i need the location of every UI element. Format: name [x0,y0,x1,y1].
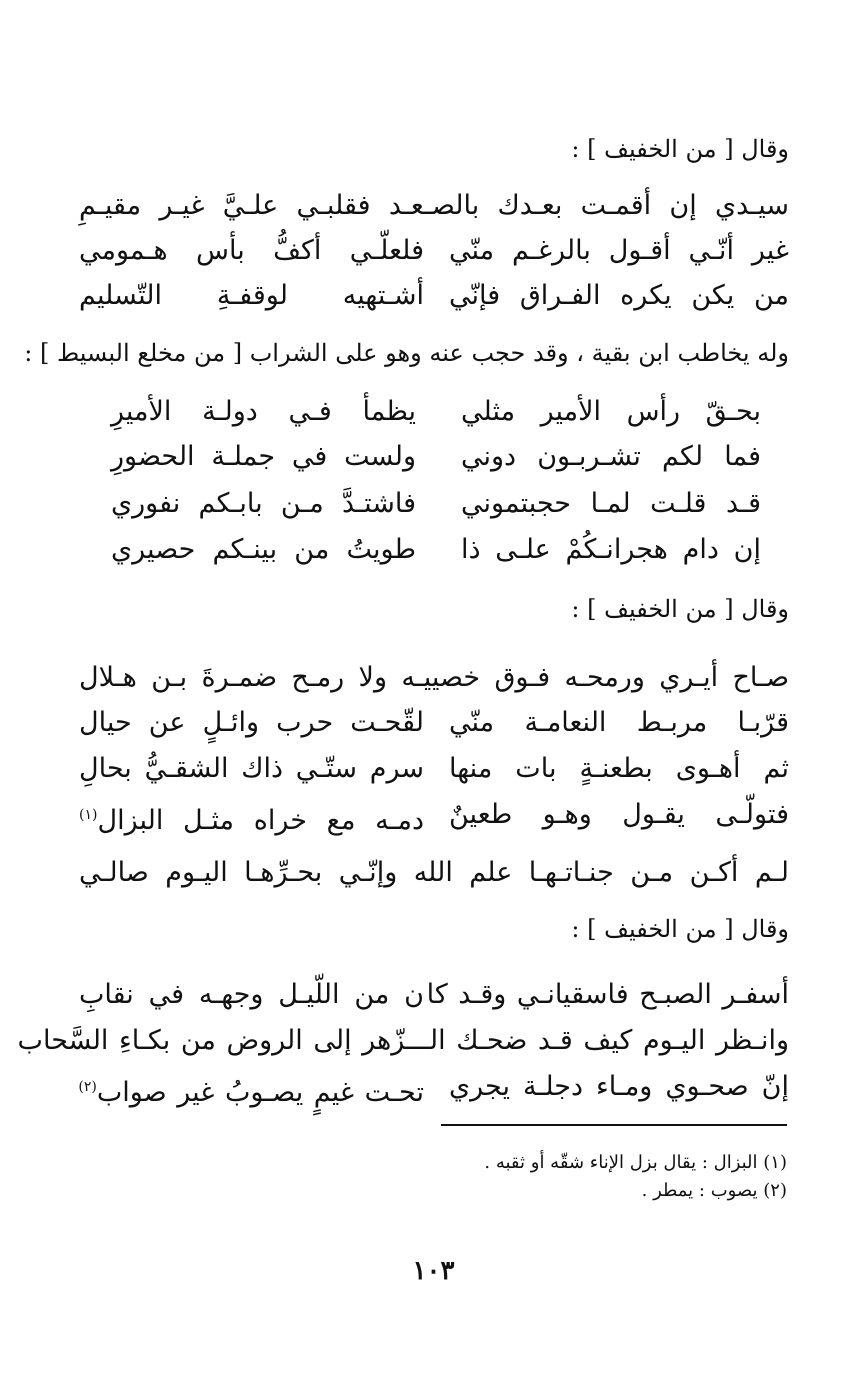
poem1-verse-1: سيـدي إن أقمـت بعـدك بالصـعـد فقلبـي علـيَّ غيـر مقيـمِ [79,190,789,221]
poem3-verse-3-first-hemistich: ثم أهـوى بطعنـةٍ بات منها [449,753,789,784]
footnote-divider [441,1124,787,1126]
poem3-verse-2-first-hemistich: قرّبـا مربـط النعامـة منّي [449,707,789,738]
footnote-2: (٢) يصوب : يمطر . [641,1180,787,1201]
poem4-verse-1-second-hemistich: ن من اللّيـل وجهـه في نقابِ [79,979,424,1010]
poem2-verse-4-second-hemistich: طويتُ من بينـكم حصيري [111,534,416,565]
poem1-verse-2 [79,231,789,271]
poem3-verse-4-first-hemistich: فتولّـى يقـول وهـو طعينٌ [449,799,789,830]
poem4-verse-3-second-text: تحـت غيمٍ يصـوبُ غير صواب [96,1077,424,1108]
poem2-verse-2-second-hemistich: ولست في جملـة الحضورِ [111,441,416,472]
poem1-verse-3-second-hemistich: أشـتهيه لوقفـةِ التّسليم [79,280,424,311]
poem4-verse-1-first-hemistich: أسفـر الصبـح فاسقيانـي وقـد كا [426,979,789,1010]
poem2-verse-1-first-hemistich: بحـقّ رأس الأمير مثلي [461,396,761,427]
poem4-verse-3-second-hemistich [79,1067,424,1113]
poem2-verse-4-first-hemistich: إن دام هجرانـكُمْ علـى ذا [461,534,761,565]
page-number: ١٠٣ [412,1256,455,1286]
poem2-verse-3-first-hemistich: قـد قلـت لمـا حجبتموني [461,488,761,519]
poem2-verse-2-first-hemistich: فما لكم تشـربـون دوني [461,441,761,472]
poem4-verse-3 [79,1067,789,1113]
poem1-verse-2-second-hemistich: فلعلّـي أكفُّ بأس هـمومي [79,235,424,266]
footnote-1: (١) البزال : يقال بزل الإناء شقّه أو ثقبه . [484,1152,787,1173]
poem1-verse-3 [79,276,789,316]
section-heading-1: وقال [ من الخفيف ] : [571,135,789,163]
poem3-verse-5: لـم أكـن مـن جنـاتـهـا علم الله وإنّـي بحـرِّهـا اليـوم صالـي [79,857,789,888]
poem2-verse-2 [111,437,761,477]
section-heading-2: وله يخاطب ابن بقية ، وقد حجب عنه وهو على الشراب [ من مخلع البسيط ] : [24,339,789,367]
poem3-verse-4-second-text: دمـه مع خراه مثـل البزال [97,805,424,836]
footnote-marker-1: (١) [79,807,98,823]
poem3-verse-2-second-hemistich: لقّحـت حرب وائـلٍ عن حيال [79,707,424,738]
poem3-verse-3 [79,749,789,789]
poem3-verse-3-second-hemistich: سرم ستّـي ذاك الشقـيُّ بحالِ [79,753,424,784]
poem4-verse-1 [79,975,789,1015]
section-heading-4: وقال [ من الخفيف ] : [571,915,789,943]
poem4-verse-3-first-hemistich: إنّ صحـوي ومـاء دجلـة يجري [449,1071,789,1102]
section-heading-3: وقال [ من الخفيف ] : [571,595,789,623]
poem1-verse-2-first-hemistich: غير أنّـي أقـول بالرغـم منّي [449,235,789,266]
poem4-verse-2: وانـظر اليـوم كيف قـد ضحـك الـــزّهر إلى الروض من بكـاءِ السَّحاب [17,1025,789,1056]
poem3-verse-1: صـاح أيـري ورمحـه فـوق خصييـه ولا رمـح ضمـرةَ بـن هـلال [79,662,789,693]
poem3-verse-4-second-hemistich [79,795,424,841]
poem2-verse-3 [111,484,761,524]
poem2-verse-1 [111,392,761,432]
poem2-verse-1-second-hemistich: يظمأ فـي دولـة الأميرِ [111,396,416,427]
poem1-verse-3-first-hemistich: من يكن يكره الفـراق فإنّي [449,280,789,311]
footnote-marker-2: (٢) [78,1079,97,1095]
poem2-verse-3-second-hemistich: فاشتـدَّ مـن بابـكم نفوري [111,488,416,519]
poem2-verse-4 [111,530,761,570]
poem3-verse-2 [79,703,789,743]
poem3-verse-4 [79,795,789,841]
